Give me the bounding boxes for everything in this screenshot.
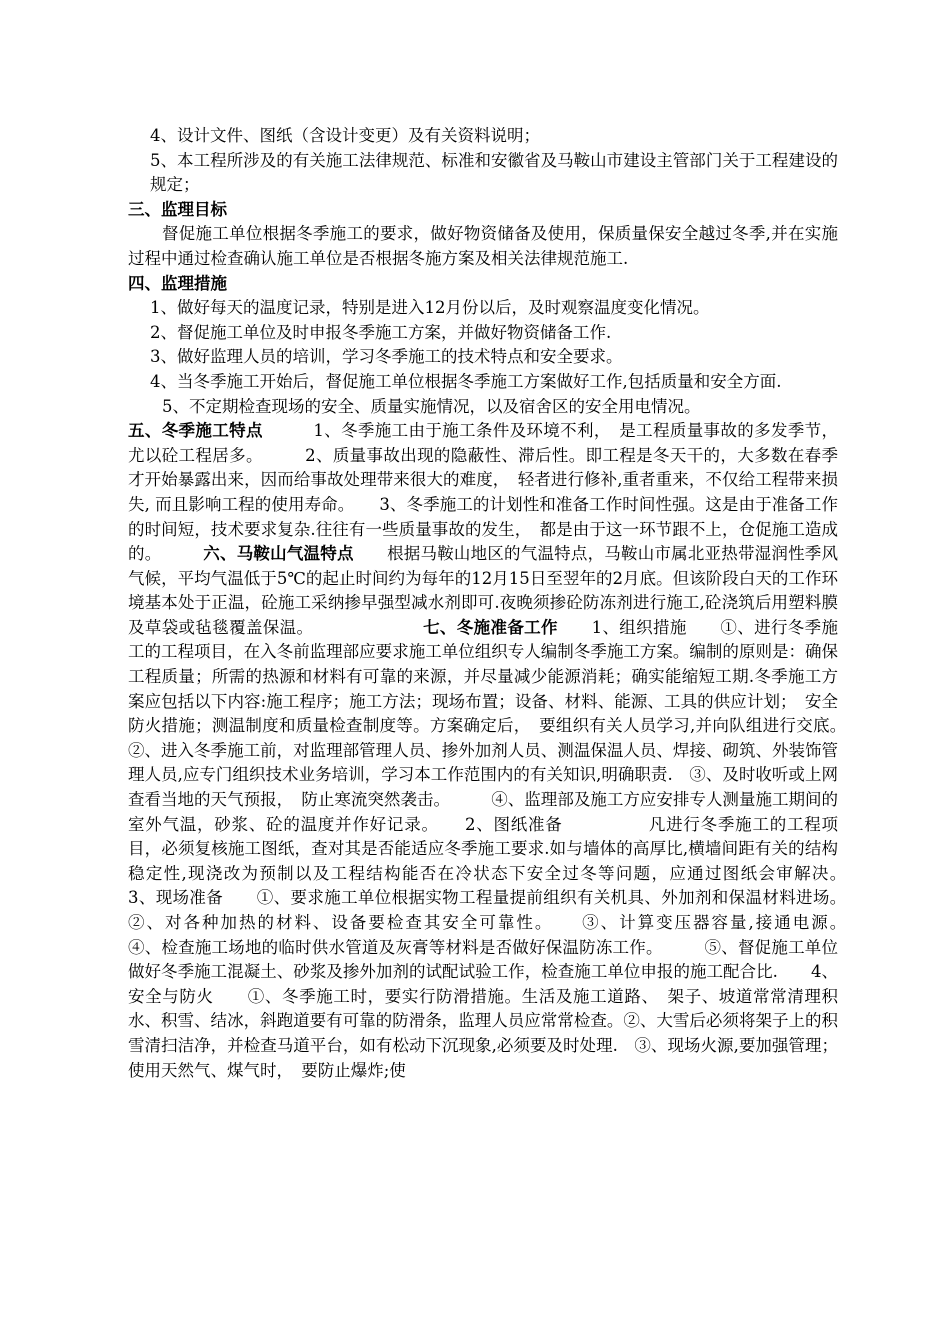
basis-item-5-text: 5、本工程所涉及的有关施工法律规范、标准和安徽省及马鞍山市建设主管部门关于工程建设的规定； — [150, 150, 838, 195]
section-4-item-3: 3、做好监理人员的培训，学习冬季施工的技术特点和安全要求。 — [150, 347, 623, 367]
section-6-heading: 六、马鞍山气温特点 — [203, 544, 354, 564]
section-5-heading: 五、冬季施工特点 — [128, 421, 263, 441]
section-4-item-2: 2、督促施工单位及时申报冬季施工方案，并做好物资储备工作. — [150, 322, 612, 342]
section-4-item-5: 5、不定期检查现场的安全、质量实施情况，以及宿舍区的安全用电情况。 — [162, 396, 701, 416]
basis-item-5 — [128, 149, 838, 198]
section-5-body: 1、冬季施工由于施工条件及环境不利， 是工程质量事故的多发季节，尤以砼工程居多。 2、质量事故出现的隐蔽性、滞后性。即工程是冬天干的，大多数在春季才开始暴露出来，因而给事故处理带来很大的难度， 轻者进行修补,重者重来，不仅给工程带来损失, 而且影响工程的使用寿命。 3、冬季施工的计划性和准备工作时间性强。这是由于准备工作的时间短，技术要求复杂.往往有一些质量事故的发生， 都是由于这一环节跟不上，仓促施工造成的。 — [128, 421, 839, 564]
section-7-heading: 七、冬施准备工作 — [423, 617, 558, 637]
sections-5-7-block — [128, 419, 888, 1083]
section-3-heading: 三、监理目标 — [128, 199, 227, 219]
section-4-item-4: 4、当冬季施工开始后，督促施工单位根据冬季施工方案做好工作,包括质量和安全方面. — [150, 371, 782, 391]
section-6-body: 根据马鞍山地区的气温特点，马鞍山市属北亚热带湿润性季风气候，平均气温低于5℃的起止时间约为每年的12月15日至翌年的2月底。但该阶段白天的工作环境基本处于正温，砼施工采纳掺早强型减水剂即可.夜晚须掺砼防冻剂进行施工,砼浇筑后用塑料膜及草袋或毡毯覆盖保温。 — [128, 544, 839, 637]
basis-item-4: 4、设计文件、图纸（含设计变更）及有关资料说明； — [150, 126, 540, 145]
document-page — [128, 124, 888, 1083]
section-3-body: 督促施工单位根据冬季施工的要求，做好物资储备及使用，保质量保安全越过冬季,并在实施过程中通过检查确认施工单位是否根据冬施方案及相关法律规范施工. — [128, 224, 838, 268]
section-4-heading: 四、监理措施 — [128, 273, 227, 293]
section-4-item-1: 1、做好每天的温度记录，特别是进入12月份以后，及时观察温度变化情况。 — [150, 298, 710, 318]
section-7-body: 1、组织措施 ①、进行冬季施工的工程项目，在入冬前监理部应要求施工单位组织专人编制冬季施工方案。编制的原则是：确保工程质量；所需的热源和材料有可靠的来源，并尽量减少能源消耗；确实能缩短工期.冬季施工方案应包括以下内容:施工程序；施工方法；现场布置；设备、材料、能源、工具的供应计划； 安全防火措施；测温制度和质量检查制度等。方案确定后， 要组织有关人员学习,并向队组进行交底。 ②、进入冬季施工前，对监理部管理人员、掺外加剂人员、测温保温人员、焊接、砌筑、外装饰管理人员,应专门组织技术业务培训，学习本工作范围内的有关知识,明确职责. ③、及时收听或上网查看当地的天气预报， 防止寒流突然袭击。 ④、监理部及施工方应安排专人测量施工期间的室外气温，砂浆、砼的温度并作好记录。 2、图纸准备 凡进行冬季施工的工程项目，必须复核施工图纸，查对其是否能适应冬季施工要求.如与墙体的高厚比,横墙间距有关的结构稳定性,现浇改为预制以及工程结构能否在冷状态下安全过冬等问题，应通过图纸会审解决。 3、现场准备 ①、要求施工单位根据实物工程量提前组织有关机具、外加剂和保温材料进场。 ②、对各种加热的材料、设备要检查其安全可靠性。 ③、计算变压器容量,接通电源。 ④、检查施工场地的临时供水管道及灰膏等材料是否做好保温防冻工作。 ⑤、督促施工单位做好冬季施工混凝土、砂浆及掺外加剂的试配试验工作，检查施工单位申报的施工配合比. 4、安全与防火 ①、冬季施工时，要实行防滑措施。生活及施工道路、 架子、坡道常常清理积水、积雪、结冰，斜跑道要有可靠的防滑条，监理人员应常常检查。②、大雪后必须将架子上的积雪清扫洁净，并检查马道平台，如有松动下沉现象,必须要及时处理. ③、现场火源,要加强管理；使用天然气、煤气时， 要防止爆炸;使 — [128, 617, 888, 1080]
